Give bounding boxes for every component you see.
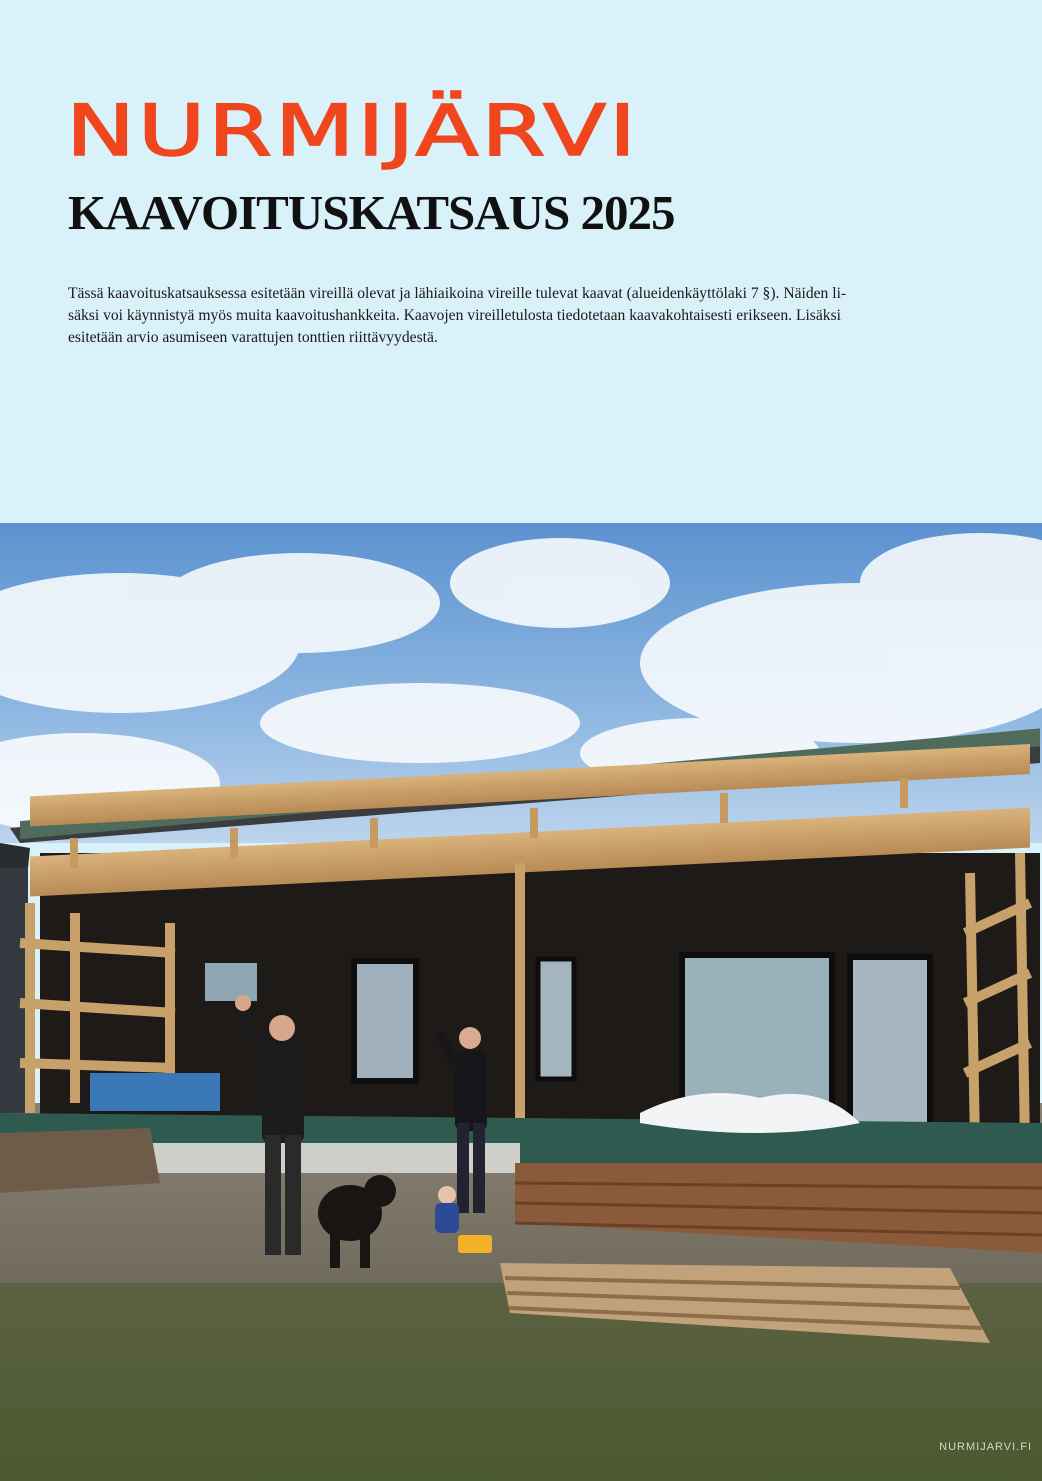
cover-photo — [0, 523, 1042, 1481]
house-construction-photo — [0, 523, 1042, 1481]
intro-line: säksi voi käynnistyä myös muita kaavoitushankkeita. Kaavojen vireilletulosta tiedotetaan kaavakohtaisesti erikseen. Lisäksi — [68, 307, 841, 324]
page-title: KAAVOITUSKATSAUS 2025 — [68, 185, 675, 240]
footer-url[interactable]: NURMIJARVI.FI — [939, 1441, 1032, 1453]
nurmijarvi-logo: NURMIJÄRVI — [66, 90, 639, 172]
intro-paragraph — [68, 283, 968, 349]
intro-line: esitetään arvio asumiseen varattujen tonttien riittävyydestä. — [68, 329, 438, 346]
toy-truck — [458, 1235, 492, 1253]
child — [435, 1186, 459, 1233]
intro-line: Tässä kaavoituskatsauksessa esitetään vireillä olevat ja lähiaikoina vireille tulevat kaavat (alueidenkäyttölaki 7 §). Näiden li- — [68, 285, 847, 302]
